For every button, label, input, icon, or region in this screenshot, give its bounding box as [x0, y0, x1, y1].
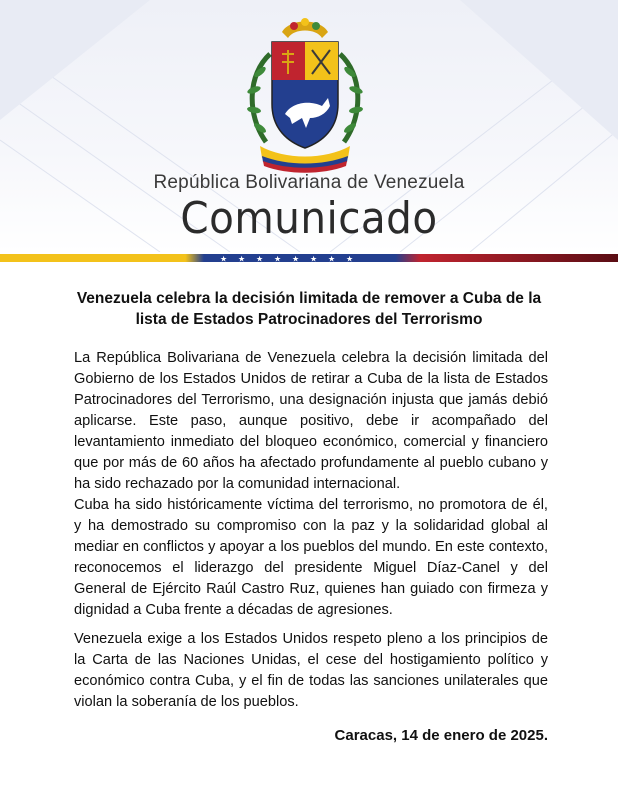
svg-text:★: ★ [346, 254, 354, 264]
svg-text:★: ★ [310, 254, 318, 264]
place-and-date: Caracas, 14 de enero de 2025. [334, 727, 548, 744]
republic-name: República Bolivariana de Venezuela [153, 172, 465, 193]
document-title: Venezuela celebra la decisión limitada de remover a Cuba de la lista de Estados Patrocinadores del Terrorismo [76, 290, 542, 328]
svg-text:★: ★ [256, 254, 264, 264]
body-paragraph-2: Cuba ha sido históricamente víctima del terrorismo, no promotora de él, y ha demostrado su compromiso con la paz y la solidaridad global al mediar en conflictos y apoyar a los pueblos del mundo. En este contexto, reconocemos el liderazgo del presidente Miguel Díaz-Canel y del General de Ejército Raúl Castro Ruz, quienes han guiado con firmeza y dignidad a Cuba frente a décadas de agresiones. [74, 497, 548, 618]
svg-text:★: ★ [274, 254, 282, 264]
svg-text:★: ★ [328, 254, 336, 264]
svg-text:★: ★ [292, 254, 300, 264]
flag-color-band [0, 252, 618, 264]
body-paragraph-1: La República Bolivariana de Venezuela celebra la decisión limitada del Gobierno de los Estados Unidos de retirar a Cuba de la lista de Estados Patrocinadores del Terrorismo, una designación injusta que jamás debió aplicarse. Este paso, aunque positivo, debe ir acompañado del levantamiento inmediato del bloqueo económico, comercial y financiero que por más de 60 años ha afectado profundamente al pueblo cubano y ha sido rechazado por la comunidad internacional. [74, 350, 548, 492]
svg-text:★: ★ [220, 254, 228, 264]
communique-header [0, 0, 618, 252]
svg-text:★: ★ [238, 254, 246, 264]
body-paragraph-3: Venezuela exige a los Estados Unidos respeto pleno a los principios de la Carta de las Naciones Unidas, el cese del hostigamiento político y económico contra Cuba, y el fin de todas las sanciones unilaterales que violan la soberanía de los pueblos. [74, 631, 548, 710]
coat-of-arms-icon [230, 14, 380, 174]
page-title: Comunicado [180, 193, 438, 244]
